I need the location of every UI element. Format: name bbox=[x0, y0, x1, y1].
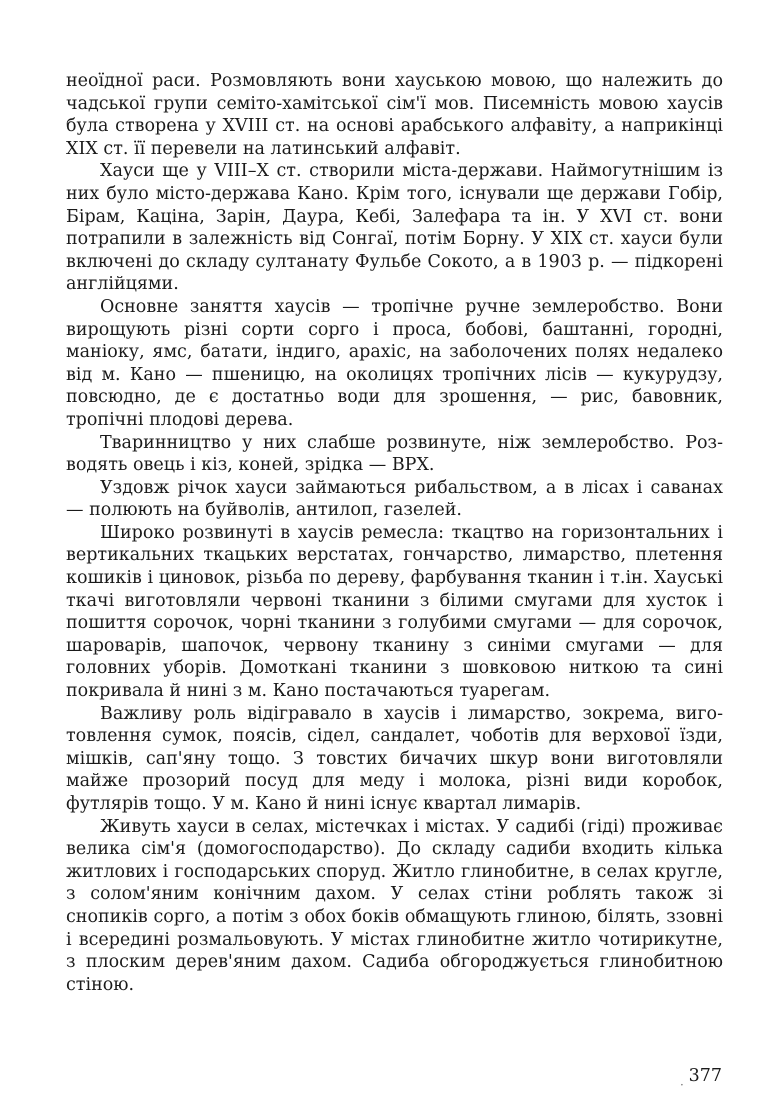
paragraph-1: неоїдної раси. Розмовляють вони хауською мовою, що належить до чадської групи семіто-хамітської сім'ї мов. Писемність мовою хаусів була створена у XVIII ст. на основі арабського алфавіту, а наприкінці XIX ст. її перевели на латинський алфавіт. bbox=[66, 71, 723, 159]
page-body bbox=[66, 70, 723, 996]
paragraph-8: Живуть хауси в селах, містечках і містах. У садибі (гіді) проживає велика сім'я (домогосподарство). До складу садиби входить кілька житлових і господарських споруд. Житло глинобитне, в селах кругле, з солом'яним конічним дахом. У селах стіни роблять також зі снопиків сорго, а потім з обох боків обмащують глиною, білять, ззовні і всередині розмальовують. У містах глинобитне житло чотирикутне, з плоским дерев'яним дахом. Садиба обгороджується глинобитною стіною. bbox=[66, 816, 723, 995]
paragraph-3: Основне заняття хаусів — тропічне ручне землеробство. Вони вирощують різні сорти сорго і проса, бобові, баштанні, городні, маніоку, ямс, батати, індиго, арахіс, на заболочених полях недалеко від м. Кано — пшеницю, на околицях тропічних лісів — кукурудзу, повсюдно, де є достатньо води для зрошення, — рис, бавовник, тропічні плодові дерева. bbox=[66, 296, 723, 430]
paragraph-2: Хауси ще у VIII–X ст. створили міста-держави. Наймогутнішим із них було місто-держава Кано. Крім того, існували ще держави Гобір, Бірам, Каціна, Зарін, Даура, Кебі, Залефара та ін. У XVI ст. вони потрапили в залежність від Сонгаї, потім Борну. У XIX ст. хауси були включені до складу султанату Фульбе Сокото, а в 1903 р. — підкорені англійцями. bbox=[66, 161, 723, 295]
paragraph-6: Широко розвинуті в хаусів ремесла: ткацтво на горизонтальних і вертикальних ткацьких верстатах, гончарство, лимарство, плетення кошиків і циновок, різьба по дереву, фарбування тканин і т.ін. Хауські ткачі виготовляли червоні тканини з білими смугами для хусток і пошиття сорочок, чорні тканини з голубими смугами — для сорочок, шароварів, шапочок, червону тканину з синіми смугами — для головних уборів. Домоткані тканини з шовковою ниткою та сині покривала й нині з м. Кано постачаються туарегам. bbox=[66, 522, 723, 702]
paragraph-7: Важливу роль відігравало в хаусів і лимарство, зокрема, виготовлення сумок, поясів, сідел, сандалет, чоботів для верхової їзди, мішків, сап'яну тощо. З товстих бичачих шкур вони виготовляли майже прозорий посуд для меду і молока, різні види коробок, футлярів тощо. У м. Кано й нині існує квартал лимарів. bbox=[66, 703, 723, 814]
paragraph-5: Уздовж річок хауси займаються рибальством, а в лісах і саванах — полюють на буйволів, антилоп, газелей. bbox=[66, 477, 723, 521]
paragraph-4: Тваринництво у них слабше розвинуте, ніж землеробство. Розводять овець і кіз, коней, зрідка — ВРХ. bbox=[66, 432, 723, 476]
decorative-dot: · bbox=[680, 1078, 684, 1092]
page-number: 377 bbox=[688, 1066, 722, 1086]
